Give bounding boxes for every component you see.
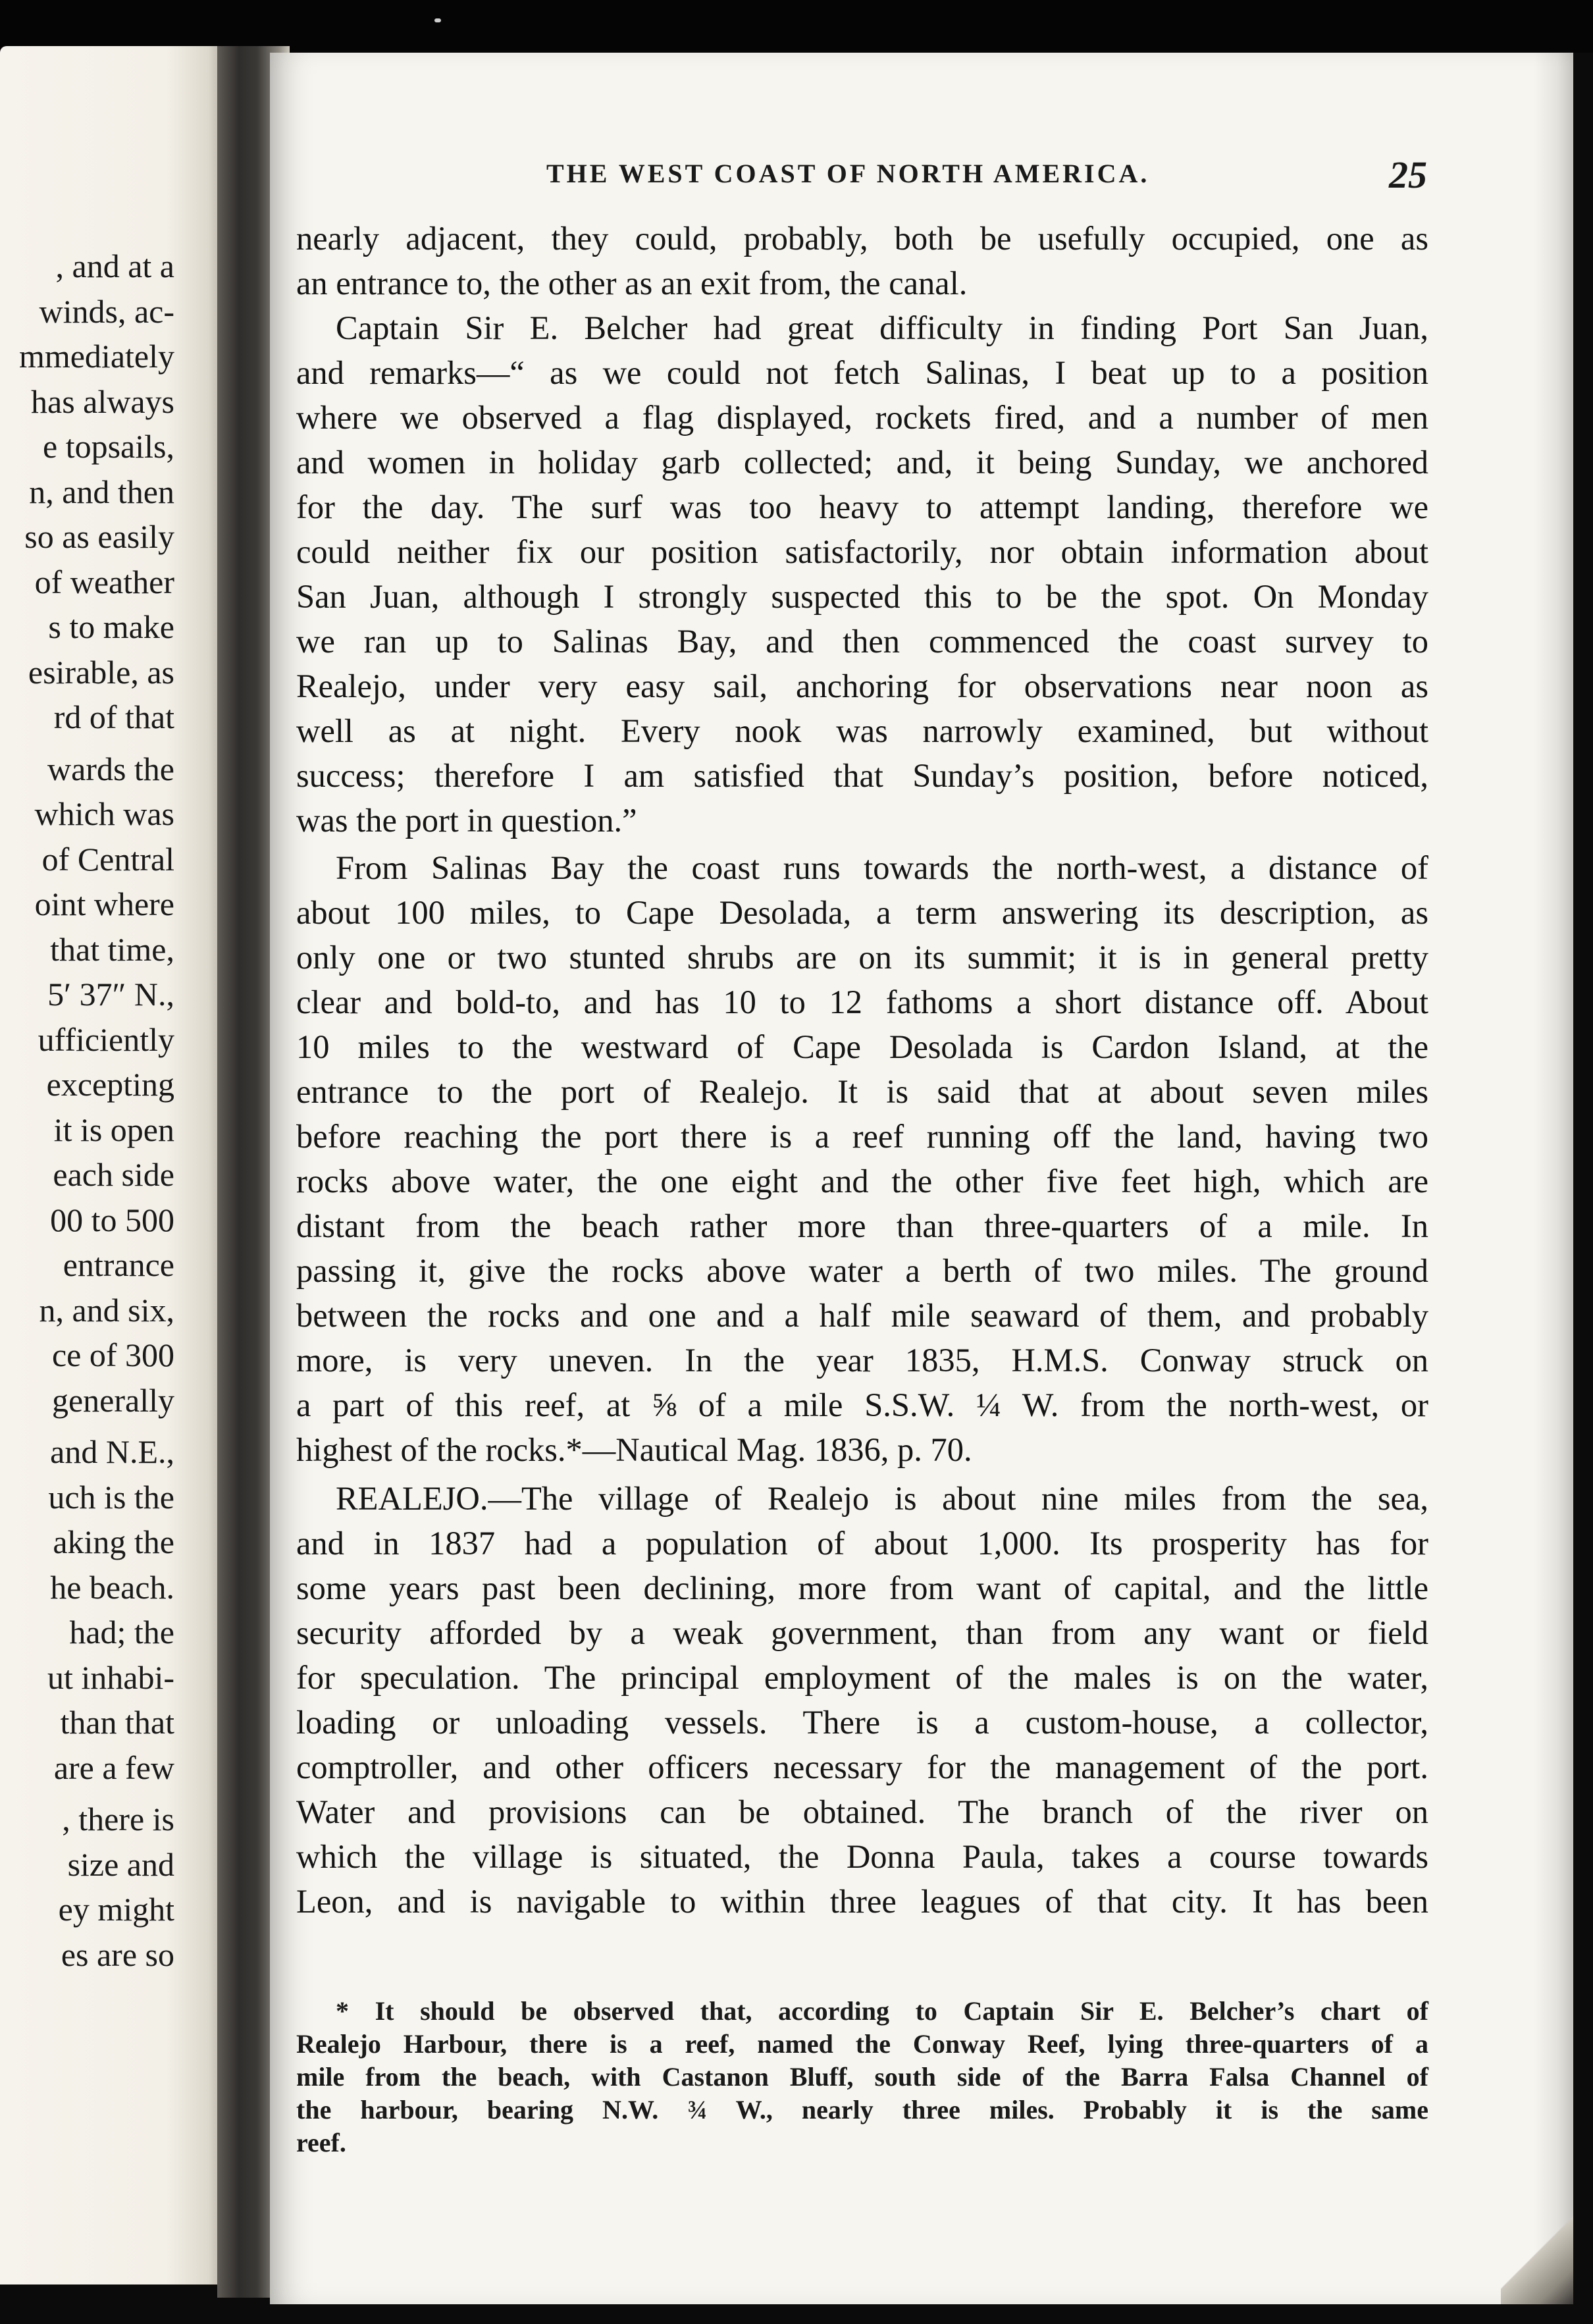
text-line: rocks above water, the one eight and the other five feet high, which are — [296, 1163, 1428, 1200]
paragraph-gap — [0, 1790, 174, 1797]
text-line: success; therefore I am satisfied that Sunday’s position, before noticed, — [296, 757, 1428, 794]
scan-background — [0, 0, 1593, 53]
text-line: and remarks—“ as we could not fetch Salinas, I beat up to a position — [296, 354, 1428, 391]
text-line: nearly adjacent, they could, probably, both be usefully occupied, one as — [296, 220, 1428, 257]
text-line: comptroller, and other officers necessary for the management of the port. — [296, 1749, 1428, 1785]
previous-page-line: n, and then — [29, 473, 174, 510]
page-corner-curl — [1501, 2199, 1573, 2304]
text-line: about 100 miles, to Cape Desolada, a term answering its description, as — [296, 894, 1428, 931]
text-line: could neither fix our position satisfactorily, nor obtain information about — [296, 533, 1428, 570]
paragraph-gap — [0, 740, 174, 747]
previous-page-line: ut inhabi- — [47, 1658, 174, 1696]
paragraph — [296, 216, 1428, 305]
previous-page-line: ufficiently — [38, 1020, 174, 1058]
previous-page-text — [0, 244, 174, 1977]
page-edge-shadow — [1534, 53, 1573, 2304]
body-text — [296, 216, 1428, 1924]
paragraph-gap — [0, 1423, 174, 1429]
previous-page-line: aking the — [53, 1523, 174, 1560]
previous-page-line: than that — [60, 1704, 174, 1741]
previous-page-line: and N.E., — [50, 1433, 174, 1470]
previous-page-line: each side — [53, 1156, 174, 1193]
previous-page-line: esirable, as — [28, 653, 174, 691]
text-line: Leon, and is navigable to within three leagues of that city. It has been — [296, 1883, 1428, 1920]
text-line: more, is very uneven. In the year 1835, H.M.S. Conway struck on — [296, 1342, 1428, 1379]
previous-page — [0, 46, 237, 2284]
page-header — [270, 153, 1573, 205]
previous-page-line: , there is — [62, 1801, 174, 1837]
page-number: 25 — [1389, 153, 1427, 196]
previous-page-line: e topsails, — [43, 428, 174, 465]
previous-page-line: he beach. — [50, 1568, 174, 1606]
footnote-line: reef. — [296, 2128, 346, 2157]
text-line: where we observed a flag displayed, rockets fired, and a number of men — [296, 399, 1428, 436]
footnote-line: Realejo Harbour, there is a reef, named the Conway Reef, lying three-quarters of a — [296, 2029, 1428, 2059]
text-line: REALEJO.—The village of Realejo is about nine miles from the sea, — [336, 1480, 1428, 1517]
text-line: some years past been declining, more from want of capital, and the little — [296, 1570, 1428, 1606]
text-line: which the village is situated, the Donna Paula, takes a course towards — [296, 1838, 1428, 1875]
text-line: a part of this reef, at ⅝ of a mile S.S.W. ¼ W. from the north-west, or — [296, 1386, 1428, 1423]
paragraph — [296, 305, 1428, 843]
current-page — [270, 53, 1573, 2304]
previous-page-line: , and at a — [55, 248, 174, 284]
previous-page-line: ce of 300 — [51, 1336, 174, 1373]
previous-page-line: rd of that — [53, 699, 174, 735]
footnote-line: the harbour, bearing N.W. ¾ W., nearly three miles. Probably it is the same — [296, 2095, 1428, 2125]
previous-page-line: 00 to 500 — [50, 1201, 174, 1238]
text-line: and women in holiday garb collected; and, it being Sunday, we anchored — [296, 444, 1428, 481]
previous-page-line: had; the — [69, 1614, 174, 1651]
text-line: Water and provisions can be obtained. The branch of the river on — [296, 1793, 1428, 1830]
paragraph — [296, 1476, 1428, 1924]
footnote-line: mile from the beach, with Castanon Bluff, south side of the Barra Falsa Channel of — [296, 2062, 1428, 2092]
previous-page-line: generally — [51, 1381, 174, 1419]
text-line: for speculation. The principal employment of the males is on the water, — [296, 1659, 1428, 1696]
previous-page-line: 5′ 37″ N., — [47, 976, 174, 1013]
previous-page-line: which was — [34, 795, 174, 832]
text-line: was the port in question.” — [296, 802, 637, 839]
text-line: highest of the rocks.*—Nautical Mag. 1836, p. 70. — [296, 1431, 972, 1468]
previous-page-line: has always — [31, 383, 174, 420]
text-line: we ran up to Salinas Bay, and then commenced the coast survey to — [296, 623, 1428, 660]
text-line: distant from the beach rather more than three-quarters of a mile. In — [296, 1207, 1428, 1244]
previous-page-line: entrance — [63, 1246, 174, 1283]
previous-page-line: wards the — [47, 750, 174, 787]
text-line: passing it, give the rocks above water a berth of two miles. The ground — [296, 1252, 1428, 1289]
previous-page-line: ey might — [58, 1891, 174, 1928]
previous-page-line: are a few — [53, 1749, 174, 1786]
text-line: Captain Sir E. Belcher had great difficulty in finding Port San Juan, — [336, 309, 1428, 346]
previous-page-line: of weather — [34, 563, 174, 600]
text-line: well as at night. Every nook was narrowly examined, but without — [296, 712, 1428, 749]
previous-page-line: of Central — [41, 840, 174, 878]
text-line: between the rocks and one and a half mile seaward of them, and probably — [296, 1297, 1428, 1334]
text-line: for the day. The surf was too heavy to attempt landing, therefore we — [296, 489, 1428, 525]
previous-page-line: excepting — [46, 1066, 174, 1103]
footnote-line: * It should be observed that, according to Captain Sir E. Belcher’s chart of — [336, 1996, 1428, 2026]
text-line: clear and bold-to, and has 10 to 12 fathoms a short distance off. About — [296, 984, 1428, 1020]
previous-page-line: uch is the — [48, 1478, 174, 1516]
text-line: before reaching the port there is a reef running off the land, having two — [296, 1118, 1428, 1155]
previous-page-line: so as easily — [24, 518, 174, 555]
previous-page-line: winds, ac- — [39, 292, 174, 330]
text-line: an entrance to, the other as an exit from, the canal. — [296, 265, 968, 302]
running-title: THE WEST COAST OF NORTH AMERICA. — [546, 159, 1150, 188]
text-line: security afforded by a weak government, than from any want or field — [296, 1614, 1428, 1651]
previous-page-line: size and — [67, 1845, 174, 1883]
previous-page-line: oint where — [34, 885, 174, 922]
previous-page-line: s to make — [48, 608, 174, 645]
previous-page-line: es are so — [61, 1936, 174, 1973]
text-line: loading or unloading vessels. There is a custom-house, a collector, — [296, 1704, 1428, 1741]
text-line: From Salinas Bay the coast runs towards the north-west, a distance of — [336, 849, 1428, 886]
text-line: Realejo, under very easy sail, anchoring for observations near noon as — [296, 668, 1428, 704]
footnote — [296, 1995, 1428, 2159]
text-line: and in 1837 had a population of about 1,000. Its prosperity has for — [296, 1525, 1428, 1562]
previous-page-line: mmediately — [18, 338, 174, 375]
text-line: San Juan, although I strongly suspected this to be the spot. On Monday — [296, 578, 1428, 615]
previous-page-line: that time, — [50, 930, 174, 968]
text-line: 10 miles to the westward of Cape Desolada is Cardon Island, at the — [296, 1028, 1428, 1065]
previous-page-line: it is open — [53, 1111, 174, 1148]
dust-speck — [434, 18, 441, 22]
text-line: entrance to the port of Realejo. It is said that at about seven miles — [296, 1073, 1428, 1110]
text-line: only one or two stunted shrubs are on its summit; it is in general pretty — [296, 939, 1428, 976]
previous-page-line: n, and six, — [39, 1291, 174, 1329]
paragraph — [296, 845, 1428, 1472]
